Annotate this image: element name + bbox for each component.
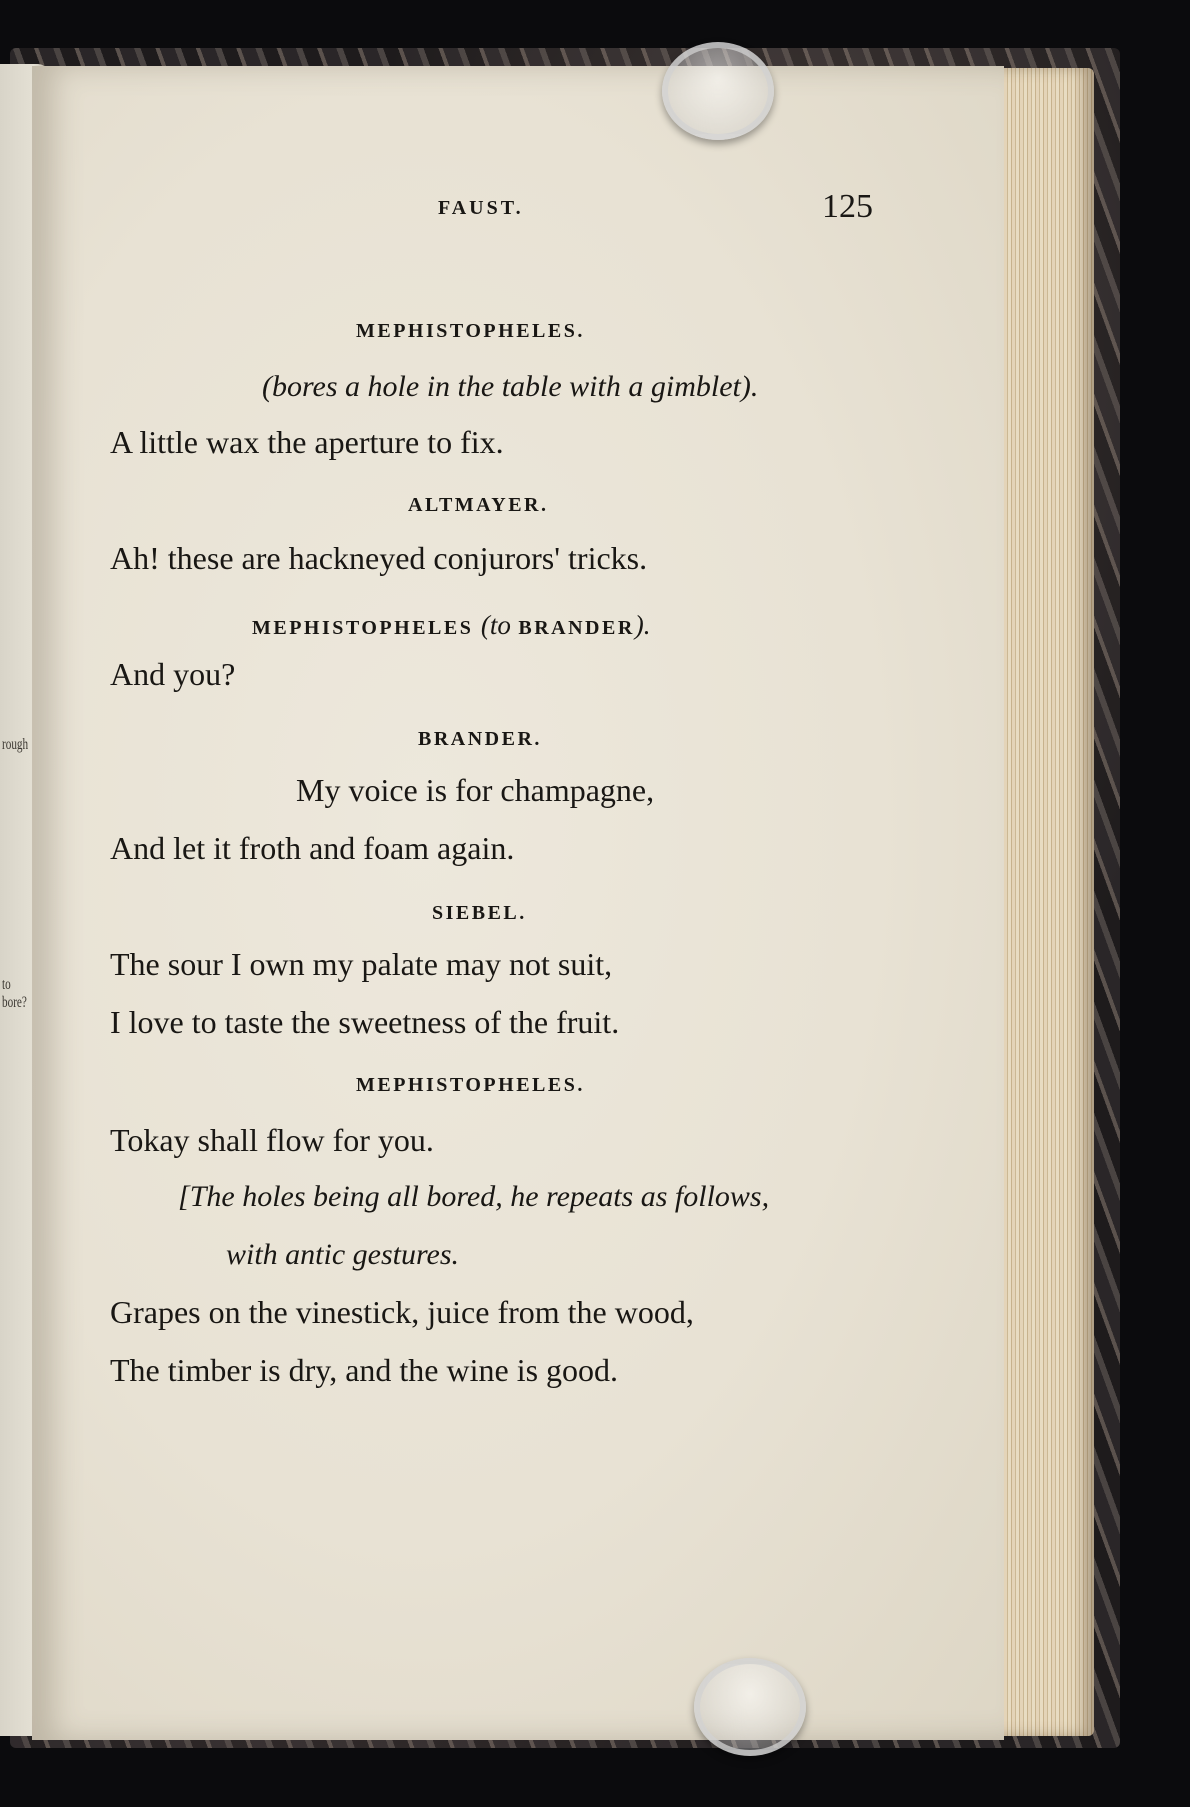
page-clip-bottom xyxy=(694,1658,806,1756)
verse-line: Ah! these are hackneyed conjurors' tricks. xyxy=(110,540,648,576)
left-page-fragment: rough xyxy=(2,736,29,753)
direction-to: to xyxy=(489,610,511,640)
verse-line: And let it froth and foam again. xyxy=(110,830,515,866)
verse-line: I love to taste the sweetness of the fruit. xyxy=(110,1004,620,1040)
verse-line: Tokay shall flow for you. xyxy=(110,1122,434,1158)
stage-direction xyxy=(262,370,758,404)
stage-direction xyxy=(178,1180,769,1214)
page-block-edges xyxy=(996,68,1094,1736)
direction-target: BRANDER xyxy=(518,617,635,639)
stage-text: bores a hole in the table with a gimblet xyxy=(272,370,741,403)
direction-paren: ). xyxy=(634,610,651,640)
page-clip-top xyxy=(662,42,774,140)
verse-line: The timber is dry, and the wine is good. xyxy=(110,1352,619,1388)
stage-paren: ( xyxy=(262,370,272,403)
speaker-name: SIEBEL. xyxy=(432,902,527,924)
speaker-name: BRANDER. xyxy=(418,728,542,750)
stage-paren: ). xyxy=(740,370,759,403)
verse-line: My voice is for champagne, xyxy=(296,772,655,808)
stage-direction-continued: with antic gestures. xyxy=(226,1238,460,1271)
left-page-fragment: to bore? xyxy=(2,976,27,1011)
stage-bracket: [ xyxy=(178,1180,190,1213)
speaker-name: MEPHISTOPHELES. xyxy=(356,320,585,342)
speaker-with-direction xyxy=(252,610,651,641)
verse-line: The sour I own my palate may not suit, xyxy=(110,946,613,982)
page-number: 125 xyxy=(822,188,873,225)
running-head: FAUST. xyxy=(438,197,524,219)
stage-text: The holes being all bored, he repeats as follows, xyxy=(189,1180,770,1213)
speaker-name: MEPHISTOPHELES. xyxy=(356,1074,585,1096)
speaker-name: MEPHISTOPHELES xyxy=(252,617,474,639)
verse-line: A little wax the aperture to fix. xyxy=(110,424,504,460)
direction-paren: ( xyxy=(480,610,490,640)
speaker-name: ALTMAYER. xyxy=(408,494,549,516)
verse-line: Grapes on the vinestick, juice from the wood, xyxy=(110,1294,694,1330)
verse-line: And you? xyxy=(110,656,236,692)
